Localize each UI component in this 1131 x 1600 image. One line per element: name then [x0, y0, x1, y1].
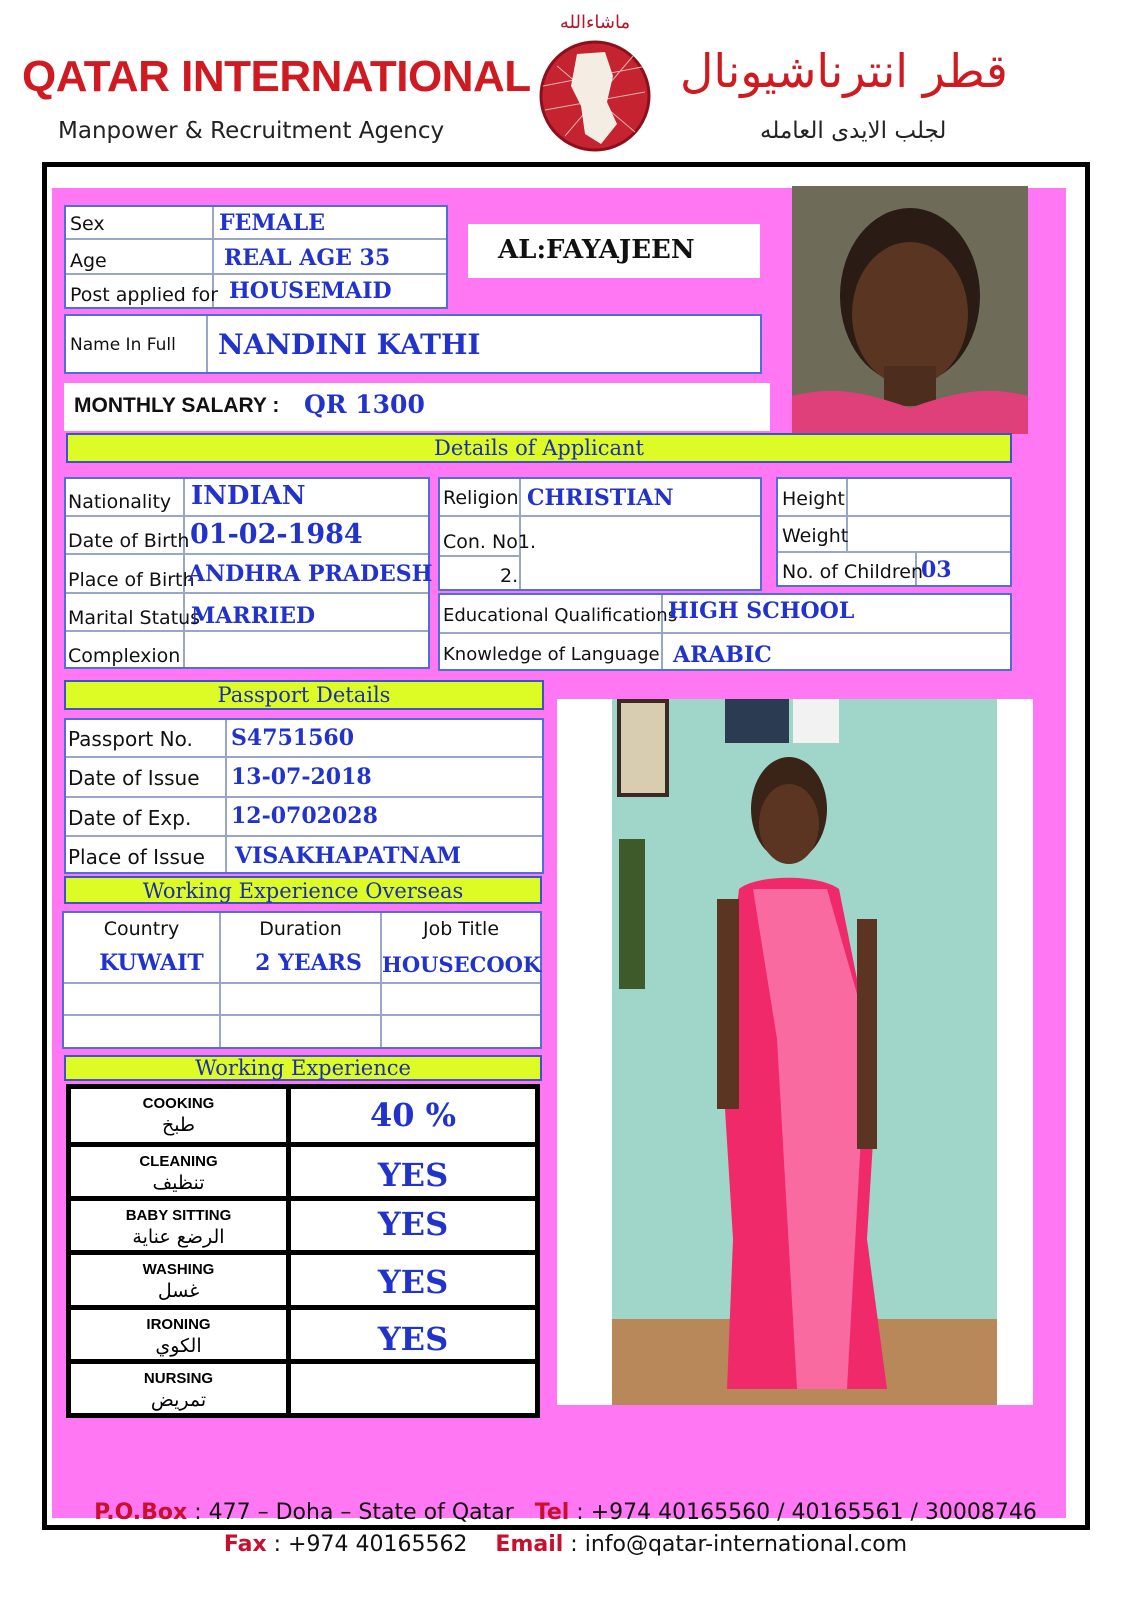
footer-contact	[0, 1532, 1131, 1557]
applicant-details-header: Details of Applicant	[66, 433, 1012, 463]
marital-value: MARRIED	[191, 603, 316, 629]
pobox-label: P.O.Box	[94, 1500, 188, 1525]
age-value: REAL AGE 35	[224, 245, 391, 271]
passport-place-value: VISAKHAPATNAM	[235, 843, 462, 869]
height-label: Height	[782, 488, 845, 510]
pob-value: ANDHRA PRADESH	[188, 561, 433, 587]
sex-label: Sex	[70, 213, 105, 235]
post-value: HOUSEMAID	[229, 278, 392, 304]
pob-label: Place of Birth	[68, 569, 195, 591]
post-label: Post applied for	[70, 284, 219, 306]
language-value: ARABIC	[673, 642, 772, 668]
overseas-job-1: HOUSECOOK	[382, 952, 542, 977]
name-label: Name In Full	[70, 335, 176, 355]
overseas-country-1: KUWAIT	[99, 950, 204, 976]
applicant-full-photo	[557, 699, 1033, 1405]
dob-label: Date of Birth	[68, 530, 190, 552]
passport-exp-label: Date of Exp.	[68, 806, 192, 830]
marital-label: Marital Status	[68, 607, 201, 629]
language-label: Knowledge of Language	[443, 644, 660, 665]
skill-ironing-value: YES	[291, 1310, 535, 1359]
skill-baby-sitting: BABY SITTING الرضع عناية	[71, 1201, 286, 1250]
salary-value: QR 1300	[304, 390, 425, 419]
age-label: Age	[70, 250, 107, 272]
children-value: 03	[921, 557, 952, 583]
passport-place-label: Place of Issue	[68, 845, 205, 869]
overseas-col-job: Job Title	[422, 918, 500, 940]
passport-no-label: Passport No.	[68, 727, 193, 751]
nationality-value: INDIAN	[191, 481, 306, 511]
passport-details-header: Passport Details	[64, 680, 544, 710]
children-label: No. of Children	[782, 561, 923, 583]
overseas-col-country: Country	[103, 918, 180, 940]
skill-ironing: IRONING الكوي	[71, 1310, 286, 1359]
tel-value: : +974 40165560 / 40165561 / 30008746	[569, 1500, 1037, 1525]
education-label: Educational Qualifications	[443, 605, 678, 626]
overseas-duration-1: 2 YEARS	[255, 950, 362, 976]
fax-value: : +974 40165562	[266, 1532, 468, 1557]
brand-subtitle-arabic: لجلب الايدى العامله	[760, 118, 947, 144]
salary-label: MONTHLY SALARY :	[74, 394, 280, 417]
agency-code: AL:FAYAJEEN	[498, 235, 695, 265]
contact1-label: Con. No1.	[443, 531, 536, 553]
skill-washing: WASHING غسل	[71, 1255, 286, 1305]
company-logo-icon	[535, 6, 655, 156]
contact2-label: 2.	[500, 565, 519, 587]
education-value: HIGH SCHOOL	[668, 598, 855, 624]
brand-subtitle: Manpower & Recruitment Agency	[58, 118, 445, 144]
name-value: NANDINI KATHI	[218, 328, 481, 361]
dob-value: 01-02-1984	[190, 519, 363, 550]
skill-washing-value: YES	[291, 1255, 535, 1305]
full-photo-image-icon	[557, 699, 1033, 1405]
nationality-label: Nationality	[68, 491, 172, 513]
applicant-portrait	[792, 186, 1028, 434]
fax-label: Fax	[223, 1532, 267, 1557]
skill-cleaning: CLEANING تنظيف	[71, 1147, 286, 1196]
passport-issue-label: Date of Issue	[68, 766, 200, 790]
passport-no-value: S4751560	[231, 725, 355, 751]
skill-nursing-value	[291, 1364, 535, 1413]
footer-address	[0, 1500, 1131, 1525]
passport-exp-value: 12-0702028	[231, 803, 378, 829]
skill-baby-sitting-value: YES	[291, 1201, 535, 1250]
weight-label: Weight	[782, 525, 849, 547]
pobox-value: : 477 – Doha – State of Qatar	[187, 1500, 514, 1525]
email-value[interactable]: : info@qatar-international.com	[563, 1532, 908, 1557]
skill-nursing: NURSING تمريض	[71, 1364, 286, 1413]
working-experience-header: Working Experience	[64, 1055, 542, 1081]
overseas-col-duration: Duration	[259, 918, 342, 940]
brand-name-arabic: قطر انترناشيونال	[680, 44, 1008, 98]
tel-label: Tel	[534, 1500, 570, 1525]
religion-value: CHRISTIAN	[527, 485, 674, 511]
sex-value: FEMALE	[219, 210, 326, 236]
email-label: Email	[495, 1532, 564, 1557]
portrait-image-icon	[792, 186, 1028, 434]
brand-name: QATAR INTERNATIONAL	[22, 52, 531, 101]
skill-cooking: COOKING طبخ	[71, 1089, 286, 1142]
logo-calligraphy: ماشاءالله	[559, 12, 631, 33]
complexion-label: Complexion	[68, 645, 181, 667]
skill-cooking-value: 40 %	[291, 1089, 535, 1142]
overseas-experience-header: Working Experience Overseas	[64, 876, 542, 904]
passport-issue-value: 13-07-2018	[231, 764, 372, 790]
skill-cleaning-value: YES	[291, 1147, 535, 1196]
religion-label: Religion	[443, 487, 519, 509]
